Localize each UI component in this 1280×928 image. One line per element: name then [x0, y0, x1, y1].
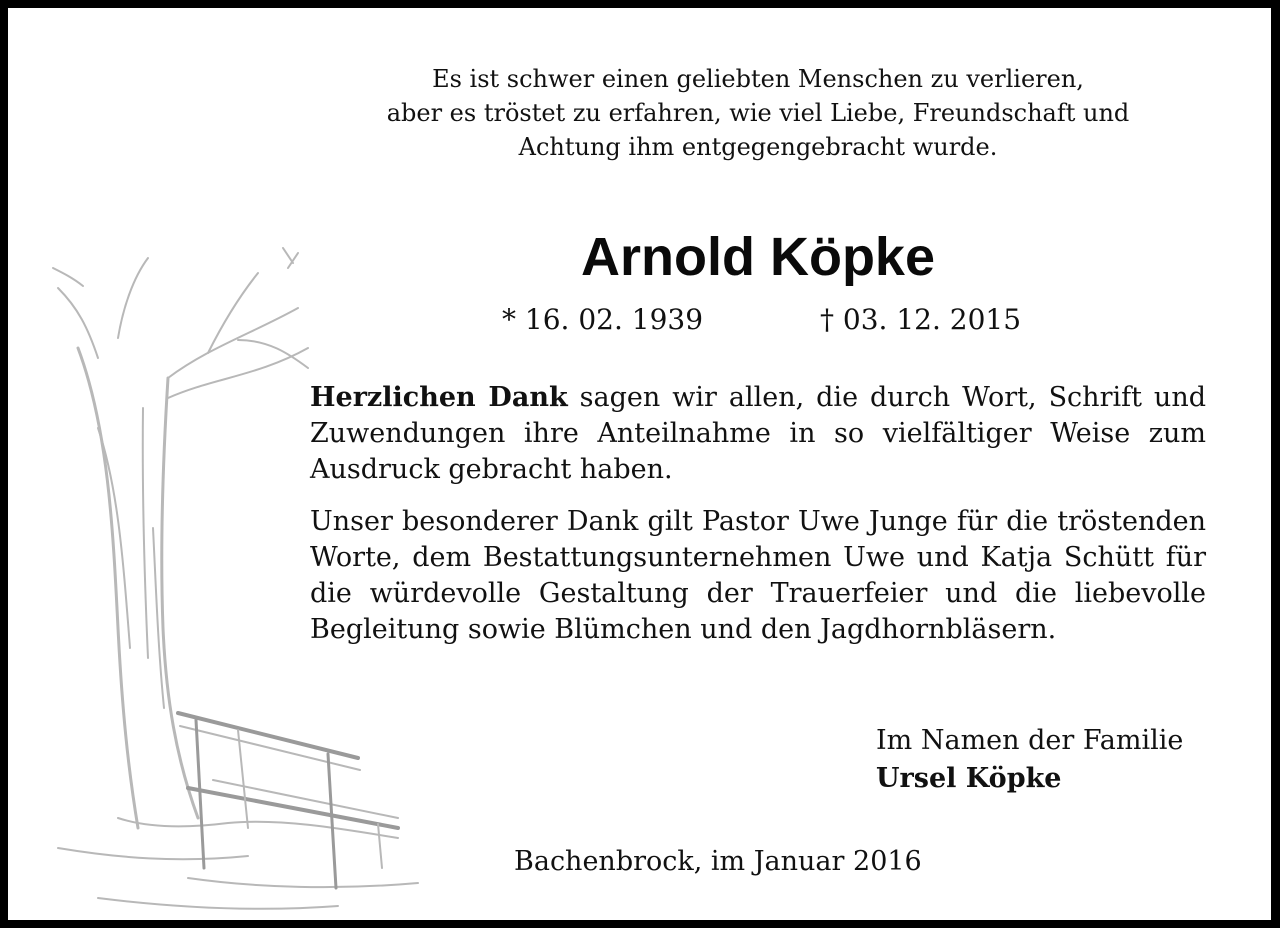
thanks-paragraph [310, 380, 1206, 488]
death-date: † 03. 12. 2015 [820, 303, 1022, 336]
signature-intro: Im Namen der Familie [876, 725, 1184, 756]
motto-line: aber es tröstet zu erfahren, wie viel Liebe, Freundschaft und [386, 99, 1130, 127]
deceased-name: Arnold Köpke [580, 227, 935, 287]
motto [308, 62, 1208, 164]
signer-name: Ursel Köpke [876, 763, 1062, 794]
place-and-date: Bachenbrock, im Januar 2016 [514, 846, 922, 877]
thanks-text: sagen wir allen, die durch Wort, Schrift und Zuwendungen ihre Anteilnahme in so vielfältiger Weise zum Ausdruck gebracht haben. [310, 382, 1206, 485]
motto-line: Es ist schwer einen geliebten Menschen zu verlieren, [432, 65, 1084, 93]
motto-line: Achtung ihm entgegengebracht wurde. [518, 133, 998, 161]
birth-date: * 16. 02. 1939 [502, 303, 704, 336]
thanks-lead: Herzlichen Dank [310, 382, 568, 413]
signature [876, 722, 1183, 798]
special-thanks-paragraph: Unser besonderer Dank gilt Pastor Uwe Junge für die tröstenden Worte, dem Bestattungsunternehmen Uwe und Katja Schütt für die würdevolle Gestaltung der Trauerfeier und die liebevolle Begleitung sowie Blümchen und den Jagdhornbläsern. [310, 506, 1206, 645]
